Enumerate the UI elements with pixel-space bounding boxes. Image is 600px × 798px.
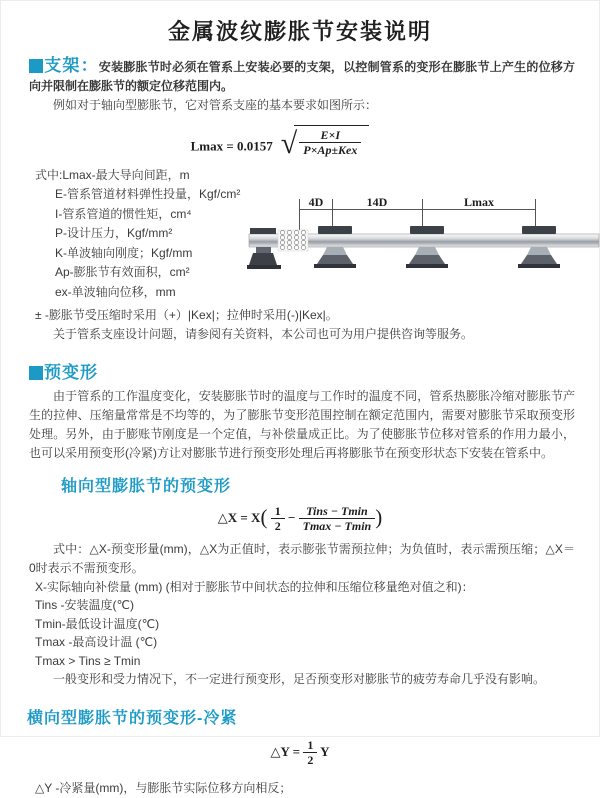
definitions-and-diagram <box>35 166 599 306</box>
minus-sign: − <box>287 509 296 525</box>
open-paren: ( <box>260 504 268 529</box>
formula-delta-y <box>1 738 599 768</box>
support-intro-text: 安装膨胀节时必须在管系上安装必要的支架，以控制管系的变形在膨胀节上产生的位移方向并限制在膨胀节的额定位移范围内。 <box>29 60 575 93</box>
axial-definition-line: Tmin-最低设计温度(℃) <box>35 616 160 631</box>
formula-lmax-lhs: Lmax = 0.0157 <box>190 138 273 154</box>
definition-item: E-管系管道材料弹性投量，Kgf/cm² <box>55 187 241 202</box>
section-heading-support: 支架： <box>44 56 99 75</box>
delta-x-explanation: 式中：△X-预变形量(mm)，△X为正值时，表示膨张节需预拉伸；为负值时，表示需预压缩；△X＝0时表示不需预变形。 <box>29 541 575 575</box>
page-title: 金属波纹膨胀节安装说明 <box>167 19 432 44</box>
delta-y-lhs: △Y = <box>270 743 301 759</box>
dim-label-4d: 4D <box>308 194 324 209</box>
temperature-fraction: $\frac{\text{Tins − Tmin}}{Tmax - Tmin}$ <box>299 504 376 534</box>
bellows-icon <box>278 230 308 251</box>
lmax-fraction-denominator: P×Ap±Kex <box>303 143 358 158</box>
dim-label-14d: 14D <box>366 194 388 209</box>
half-fraction: $\frac{1}{2}$ <box>271 504 285 534</box>
axial-general-note: 一般变形和受力情况下，不一定进行预变形，足否预变形对膨胀节的疲劳寿命几乎没有影响。 <box>53 672 546 687</box>
formula-delta-x <box>1 504 599 534</box>
sqrt-sign: √ <box>280 127 298 161</box>
axial-definition-line: Tins -安装温度(℃) <box>35 598 135 613</box>
dim-label-lmax: Lmax <box>464 194 494 209</box>
axial-definition-line: Tmax -最高设计温 (℃) <box>35 635 158 650</box>
delta-y-rhs: Y <box>320 743 330 759</box>
dimension-lines <box>299 199 536 230</box>
predeform-body: 由于管系的工作温度变化，安装膨胀节时的温度与工作时的温度不同，管系热膨胀冷缩对膨胀节产生的拉伸、压缩量常常是不均等的，为了膨胀节变形范围控制在额定范围内，需要对膨胀节采取预变形处理。另外，由于膨账节刚度是一个定值，与补偿量成正比。为了使膨胀节位移对管系的作用力最小，也可以采用预变形(冷紧)方让对膨胀节进行预变形处理后再将膨胀节在预变形状态下安装在管系中。 <box>29 388 575 460</box>
half-fraction: $\frac{1}{2}$ <box>303 738 317 768</box>
definition-item: 式中:Lmax-最大导向间距，m <box>35 167 190 182</box>
sqrt-expression <box>280 125 370 161</box>
subheading-lateral-predeform: 横向型膨胀节的预变形-冷紧 <box>27 709 238 727</box>
consulting-note: 关于管系支座设计问题，请参阅有关资料，本公司也可为用户提供咨询等服务。 <box>53 326 474 341</box>
plus-minus-note: ± -膨胀节受压缩时采用（+）|Kex|；拉伸时采用(-)|Kex|。 <box>35 307 338 322</box>
definition-item: K-单波轴向刚度；Kgf/mm <box>55 245 193 260</box>
subheading-axial-predeform: 轴向型膨胀节的预变形 <box>61 477 232 495</box>
definition-item: I-管系管道的惯性矩，cm⁴ <box>55 206 192 221</box>
close-paren: ) <box>375 504 383 529</box>
section-marker-square <box>29 366 43 380</box>
formula-lmax <box>1 125 559 161</box>
support-section-lead <box>29 56 575 96</box>
lmax-fraction <box>299 128 361 158</box>
axial-definition-line: Tmax > Tins ≥ Tmin <box>35 653 141 668</box>
section-heading-predeform-row <box>29 358 599 383</box>
section-heading-predeform: 预变形 <box>44 362 98 382</box>
delta-y-explanation: △Y -冷紧量(mm)，与膨胀节实际位移方向相反； <box>35 781 292 796</box>
definition-item: ex-单波轴向位移，mm <box>55 284 176 299</box>
definition-item: P-设计压力，Kgf/mm² <box>55 226 173 241</box>
definition-item: Ap-膨胀节有效面积，cm² <box>55 265 190 280</box>
pipe-support-diagram <box>247 192 599 287</box>
support-example-line: 例如对于轴向型膨胀节，它对管系支座的基本要求如图所示： <box>53 98 378 112</box>
axial-definition-line: X-实际轴向补偿量 (mm) (相对于膨胀节中间状态的拉伸和压缩位移量绝对值之和)： <box>35 579 474 594</box>
section-marker-square <box>29 59 43 73</box>
lmax-fraction-numerator: E×I <box>299 128 361 143</box>
delta-x-lhs: △X = X <box>217 509 261 525</box>
